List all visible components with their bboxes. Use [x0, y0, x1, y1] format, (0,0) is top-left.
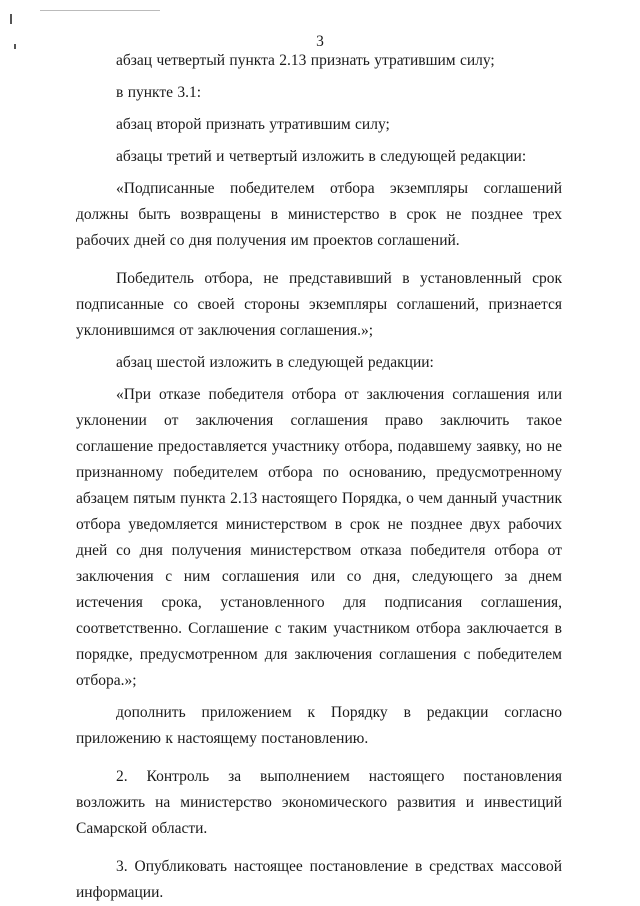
paragraph-9: дополнить приложением к Порядку в редакции согласно приложению к настоящему постановлению. — [76, 704, 562, 747]
document-body — [76, 48, 562, 906]
paragraph-3: абзац второй признать утратившим силу; — [116, 116, 390, 133]
paragraph-10: 2. Контроль за выполнением настоящего постановления возложить на министерство экономического развития и инвестиций Самарской области. — [76, 768, 562, 837]
paragraph-6: Победитель отбора, не представивший в установленный срок подписанные со своей стороны экземпляры соглашений, признается уклонившимся от заключения соглашения.»; — [76, 270, 562, 339]
paragraph-11: 3. Опубликовать настоящее постановление в средствах массовой информации. — [76, 858, 562, 901]
scan-mark-top-left — [10, 14, 12, 24]
paragraph-2: в пункте 3.1: — [116, 84, 202, 101]
page-number: 3 — [316, 33, 324, 50]
scan-mark-top — [40, 10, 160, 11]
paragraph-4: абзацы третий и четвертый изложить в следующей редакции: — [116, 148, 527, 165]
paragraph-5: «Подписанные победителем отбора экземпляры соглашений должны быть возвращены в министерство в срок не позднее трех рабочих дней со дня получения им проектов соглашений. — [76, 180, 562, 249]
paragraph-8: «При отказе победителя отбора от заключения соглашения или уклонении от заключения соглашения право заключить такое соглашение предоставляется участнику отбора, подавшему заявку, но не признанному победителем отбора по основанию, предусмотренному абзацем пятым пункта 2.13 настоящего Порядка, о чем данный участник отбора уведомляется министерством в срок не позднее двух рабочих дней со дня получения министерством отказа победителя отбора от заключения с ним соглашения или со дня, следующего за днем истечения срока, установленного для подписания соглашения, соответственно. Соглашение с таким участником отбора заключается в порядке, предусмотренном для заключения соглашения с победителем отбора.»; — [76, 386, 562, 689]
paragraph-7: абзац шестой изложить в следующей редакции: — [116, 354, 434, 371]
paragraph-1: абзац четвертый пункта 2.13 признать утратившим силу; — [116, 52, 495, 69]
